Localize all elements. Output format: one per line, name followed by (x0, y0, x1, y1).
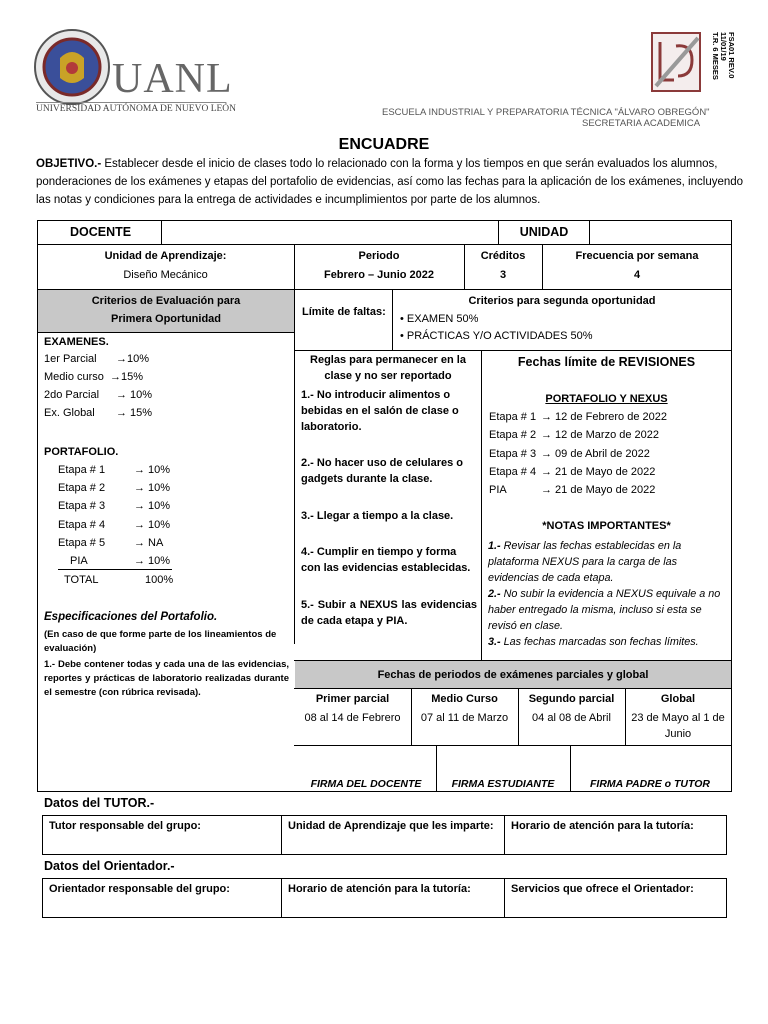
firma-estudiante: FIRMA ESTUDIANTE (451, 778, 555, 790)
portafolio-row (58, 517, 278, 535)
examen-value: →15% (110, 371, 144, 383)
portafolio-label: PIA (70, 554, 88, 567)
creditos-cell (464, 248, 542, 283)
portafolio-value: → 10% (134, 500, 171, 513)
portafolio-value: → 10% (134, 518, 171, 531)
notas-title: *NOTAS IMPORTANTES* (542, 520, 671, 532)
revision-date: → 12 de Marzo de 2022 (541, 429, 660, 442)
reglas-item: 2.- No hacer uso de celulares o gadgets durante la clase. (301, 457, 464, 485)
school-seal (648, 30, 704, 94)
nota-num: 2.- (488, 588, 501, 600)
tutor-col: Tutor responsable del grupo: (49, 820, 201, 832)
portafolio-value: → NA (134, 536, 164, 549)
frecuencia-label: Frecuencia por semana (575, 250, 699, 262)
total-label: TOTAL (64, 574, 99, 586)
orientador-col: Servicios que ofrece el Orientador: (511, 883, 694, 895)
docente-label: DOCENTE (70, 225, 132, 239)
exam-col (411, 691, 518, 726)
exam-col (518, 691, 625, 726)
nota-num: 3.- (488, 636, 501, 648)
exam-col-value: 07 al 11 de Marzo (420, 712, 509, 724)
examenes-list (44, 351, 284, 423)
creditos-label: Créditos (480, 250, 526, 262)
portafolio-label: Etapa # 1 (58, 464, 106, 476)
revisiones-list (489, 409, 667, 500)
revisiones-title: Fechas límite de REVISIONES (517, 355, 696, 369)
reglas-item: 1.- No introducir alimentos o bebidas en el salón de clase o laboratorio. (301, 389, 459, 433)
criterios1-title-2: Primera Oportunidad (110, 313, 222, 325)
examenes-title: EXAMENES. (44, 336, 109, 348)
revision-label: Etapa # 3 (489, 447, 537, 460)
tutor-title: Datos del TUTOR.- (44, 796, 155, 810)
ua-cell (37, 248, 294, 283)
spec-note: (En caso de que forme parte de los lineamientos de evaluación) (44, 629, 277, 654)
notas-list (488, 538, 724, 650)
nota-item (488, 586, 724, 634)
form-code-2: 11/01/19 (719, 32, 728, 61)
pia-underline (58, 569, 172, 570)
portafolio-label: Etapa # 4 (58, 518, 106, 531)
exam-col (294, 691, 411, 726)
exam-col-label: Segundo parcial (528, 693, 615, 705)
reglas-item: 5.- Subir a NEXUS las evidencias de cada etapa y PIA. (301, 599, 477, 627)
examen-label: 2do Parcial (44, 389, 100, 401)
nota-text: Revisar las fechas establecidas en la plataforma NEXUS para la carga de las evidencias de cada etapa. (488, 540, 682, 584)
revision-row (489, 446, 667, 464)
exam-col-label: Medio Curso (431, 693, 498, 705)
revision-date: → 12 de Febrero de 2022 (541, 411, 667, 423)
examen-value: → 15% (116, 407, 153, 419)
uanl-wordmark: UANL (112, 56, 233, 102)
nota-num: 1.- (488, 540, 501, 552)
revision-label: Etapa # 2 (489, 429, 537, 442)
orientador-col: Orientador responsable del grupo: (49, 883, 230, 895)
total-row (64, 572, 173, 588)
objective-label: OBJETIVO.- (36, 158, 102, 170)
tutor-col: Unidad de Aprendizaje que les imparte: (288, 820, 494, 832)
exam-col (628, 691, 728, 742)
portafolio-title: PORTAFOLIO. (44, 446, 119, 458)
periodo-label: Periodo (358, 250, 400, 262)
portafolio-label: Etapa # 3 (58, 500, 106, 513)
revision-row (489, 482, 667, 500)
orientador-title: Datos del Orientador.- (44, 859, 175, 873)
school-name: ESCUELA INDUSTRIAL Y PREPARATORIA TÉCNICA "ÁLVARO OBREGÓN" (382, 107, 710, 118)
portafolio-row (58, 462, 278, 480)
header-rule (36, 102, 226, 103)
segunda-item: • PRÁCTICAS Y/O ACTIVIDADES 50% (400, 330, 593, 342)
uanl-logo (33, 28, 111, 106)
exam-col-value: 04 al 08 de Abril (532, 712, 611, 724)
examen-label: Medio curso (44, 371, 104, 383)
form-code (711, 32, 752, 92)
tutor-col: Horario de atención para la tutoría: (511, 820, 694, 832)
examen-row (44, 405, 284, 423)
exam-col-value: 08 al 14 de Febrero (304, 712, 401, 724)
exam-col-label: Global (660, 693, 696, 705)
nota-text: Las fechas marcadas son fechas límites. (500, 636, 699, 648)
creditos-value: 3 (499, 269, 507, 281)
exam-col-label: Primer parcial (315, 693, 390, 705)
periodo-value: Febrero – Junio 2022 (323, 269, 435, 281)
reglas-item: 4.- Cumplir en tiempo y forma con las evidencias establecidas. (301, 546, 471, 574)
frecuencia-value: 4 (633, 269, 641, 281)
university-name: UNIVERSIDAD AUTÓNOMA DE NUEVO LEÓN (36, 104, 237, 114)
firma-docente: FIRMA DEL DOCENTE (310, 778, 422, 790)
segunda-title: Criterios para segunda oportunidad (468, 295, 656, 307)
revision-row (489, 427, 667, 445)
portafolio-label: Etapa # 2 (58, 482, 106, 495)
revision-row (489, 464, 667, 482)
revision-label: Etapa # 4 (489, 465, 537, 478)
form-code-1: FSA01 REV.0 (727, 32, 736, 79)
revision-label: PIA (489, 484, 507, 497)
portafolio-row (58, 498, 278, 516)
portafolio-value: → 10% (134, 482, 171, 495)
spec-title: Especificaciones del Portafolio. (44, 611, 218, 623)
criterios1-title-1: Criterios de Evaluación para (91, 295, 241, 307)
spec-item-1: 1.- Debe contener todas y cada una de las evidencias, reportes y prácticas de laboratorio realizadas durante el semestre (con rúbrica revisada). (44, 659, 289, 698)
examen-value: → 10% (116, 389, 153, 401)
revision-date: → 21 de Mayo de 2022 (541, 484, 656, 497)
periodo-cell (294, 248, 464, 283)
faltas-label: Límite de faltas: (302, 306, 386, 318)
revision-date: → 21 de Mayo de 2022 (541, 465, 656, 478)
objective (36, 155, 754, 209)
portafolio-value: → 10% (134, 464, 171, 476)
exam-col-value: 23 de Mayo al 1 de Junio (631, 712, 725, 740)
unidad-label: UNIDAD (519, 225, 569, 239)
examen-label: Ex. Global (44, 407, 95, 419)
total-value: 100% (145, 574, 174, 586)
nota-item (488, 634, 724, 650)
department-name: SECRETARIA ACADEMICA (582, 118, 701, 129)
portafolio-value: → 10% (134, 554, 171, 567)
objective-text: Establecer desde el inicio de clases todo lo relacionado con la forma y los tiempos en que serán evaluados los alumnos, ponderaciones de los exámenes y etapas del portafolio de evidencias, así como las fechas para la aplicación de los exámenes, incluyendo las notas y condiciones para la entrega de actividades e incumplimientos por parte de los alumnos. (36, 158, 744, 206)
portafolio-row (58, 480, 278, 498)
firma-padre: FIRMA PADRE o TUTOR (590, 778, 710, 790)
segunda-list (400, 311, 593, 345)
examenes-fechas-header: Fechas de periodos de exámenes parciales y global (295, 661, 731, 688)
revision-date: → 09 de Abril de 2022 (541, 447, 650, 460)
frecuencia-cell (542, 248, 732, 283)
revision-label: Etapa # 1 (489, 411, 537, 423)
portafolio-list (58, 462, 278, 571)
ua-label: Unidad de Aprendizaje: (104, 250, 227, 262)
examen-row (44, 387, 284, 405)
criterios1-header (38, 290, 294, 332)
segunda-item: • EXAMEN 50% (400, 313, 479, 325)
form-code-3: T.R. 6 MESES (711, 32, 720, 80)
examen-label: 1er Parcial (44, 353, 97, 365)
reglas-title: Reglas para permanecer en la clase y no ser reportado (310, 354, 466, 382)
nota-item (488, 538, 724, 586)
portafolio-label: Etapa # 5 (58, 536, 106, 549)
reglas-item: 3.- Llegar a tiempo a la clase. (301, 510, 454, 522)
orientador-col: Horario de atención para la tutoría: (288, 883, 471, 895)
examen-row (44, 351, 284, 369)
revision-row (489, 409, 667, 427)
portafolio-row (58, 535, 278, 553)
examen-value: →10% (116, 353, 150, 365)
ua-value: Diseño Mecánico (123, 269, 208, 281)
document-title: ENCUADRE (338, 136, 430, 153)
examen-row (44, 369, 284, 387)
nota-text: No subir la evidencia a NEXUS equivale a no haber entregado la misma, incluso si esta se revisó en clase. (488, 588, 721, 632)
revisiones-subtitle: PORTAFOLIO Y NEXUS (545, 393, 668, 405)
